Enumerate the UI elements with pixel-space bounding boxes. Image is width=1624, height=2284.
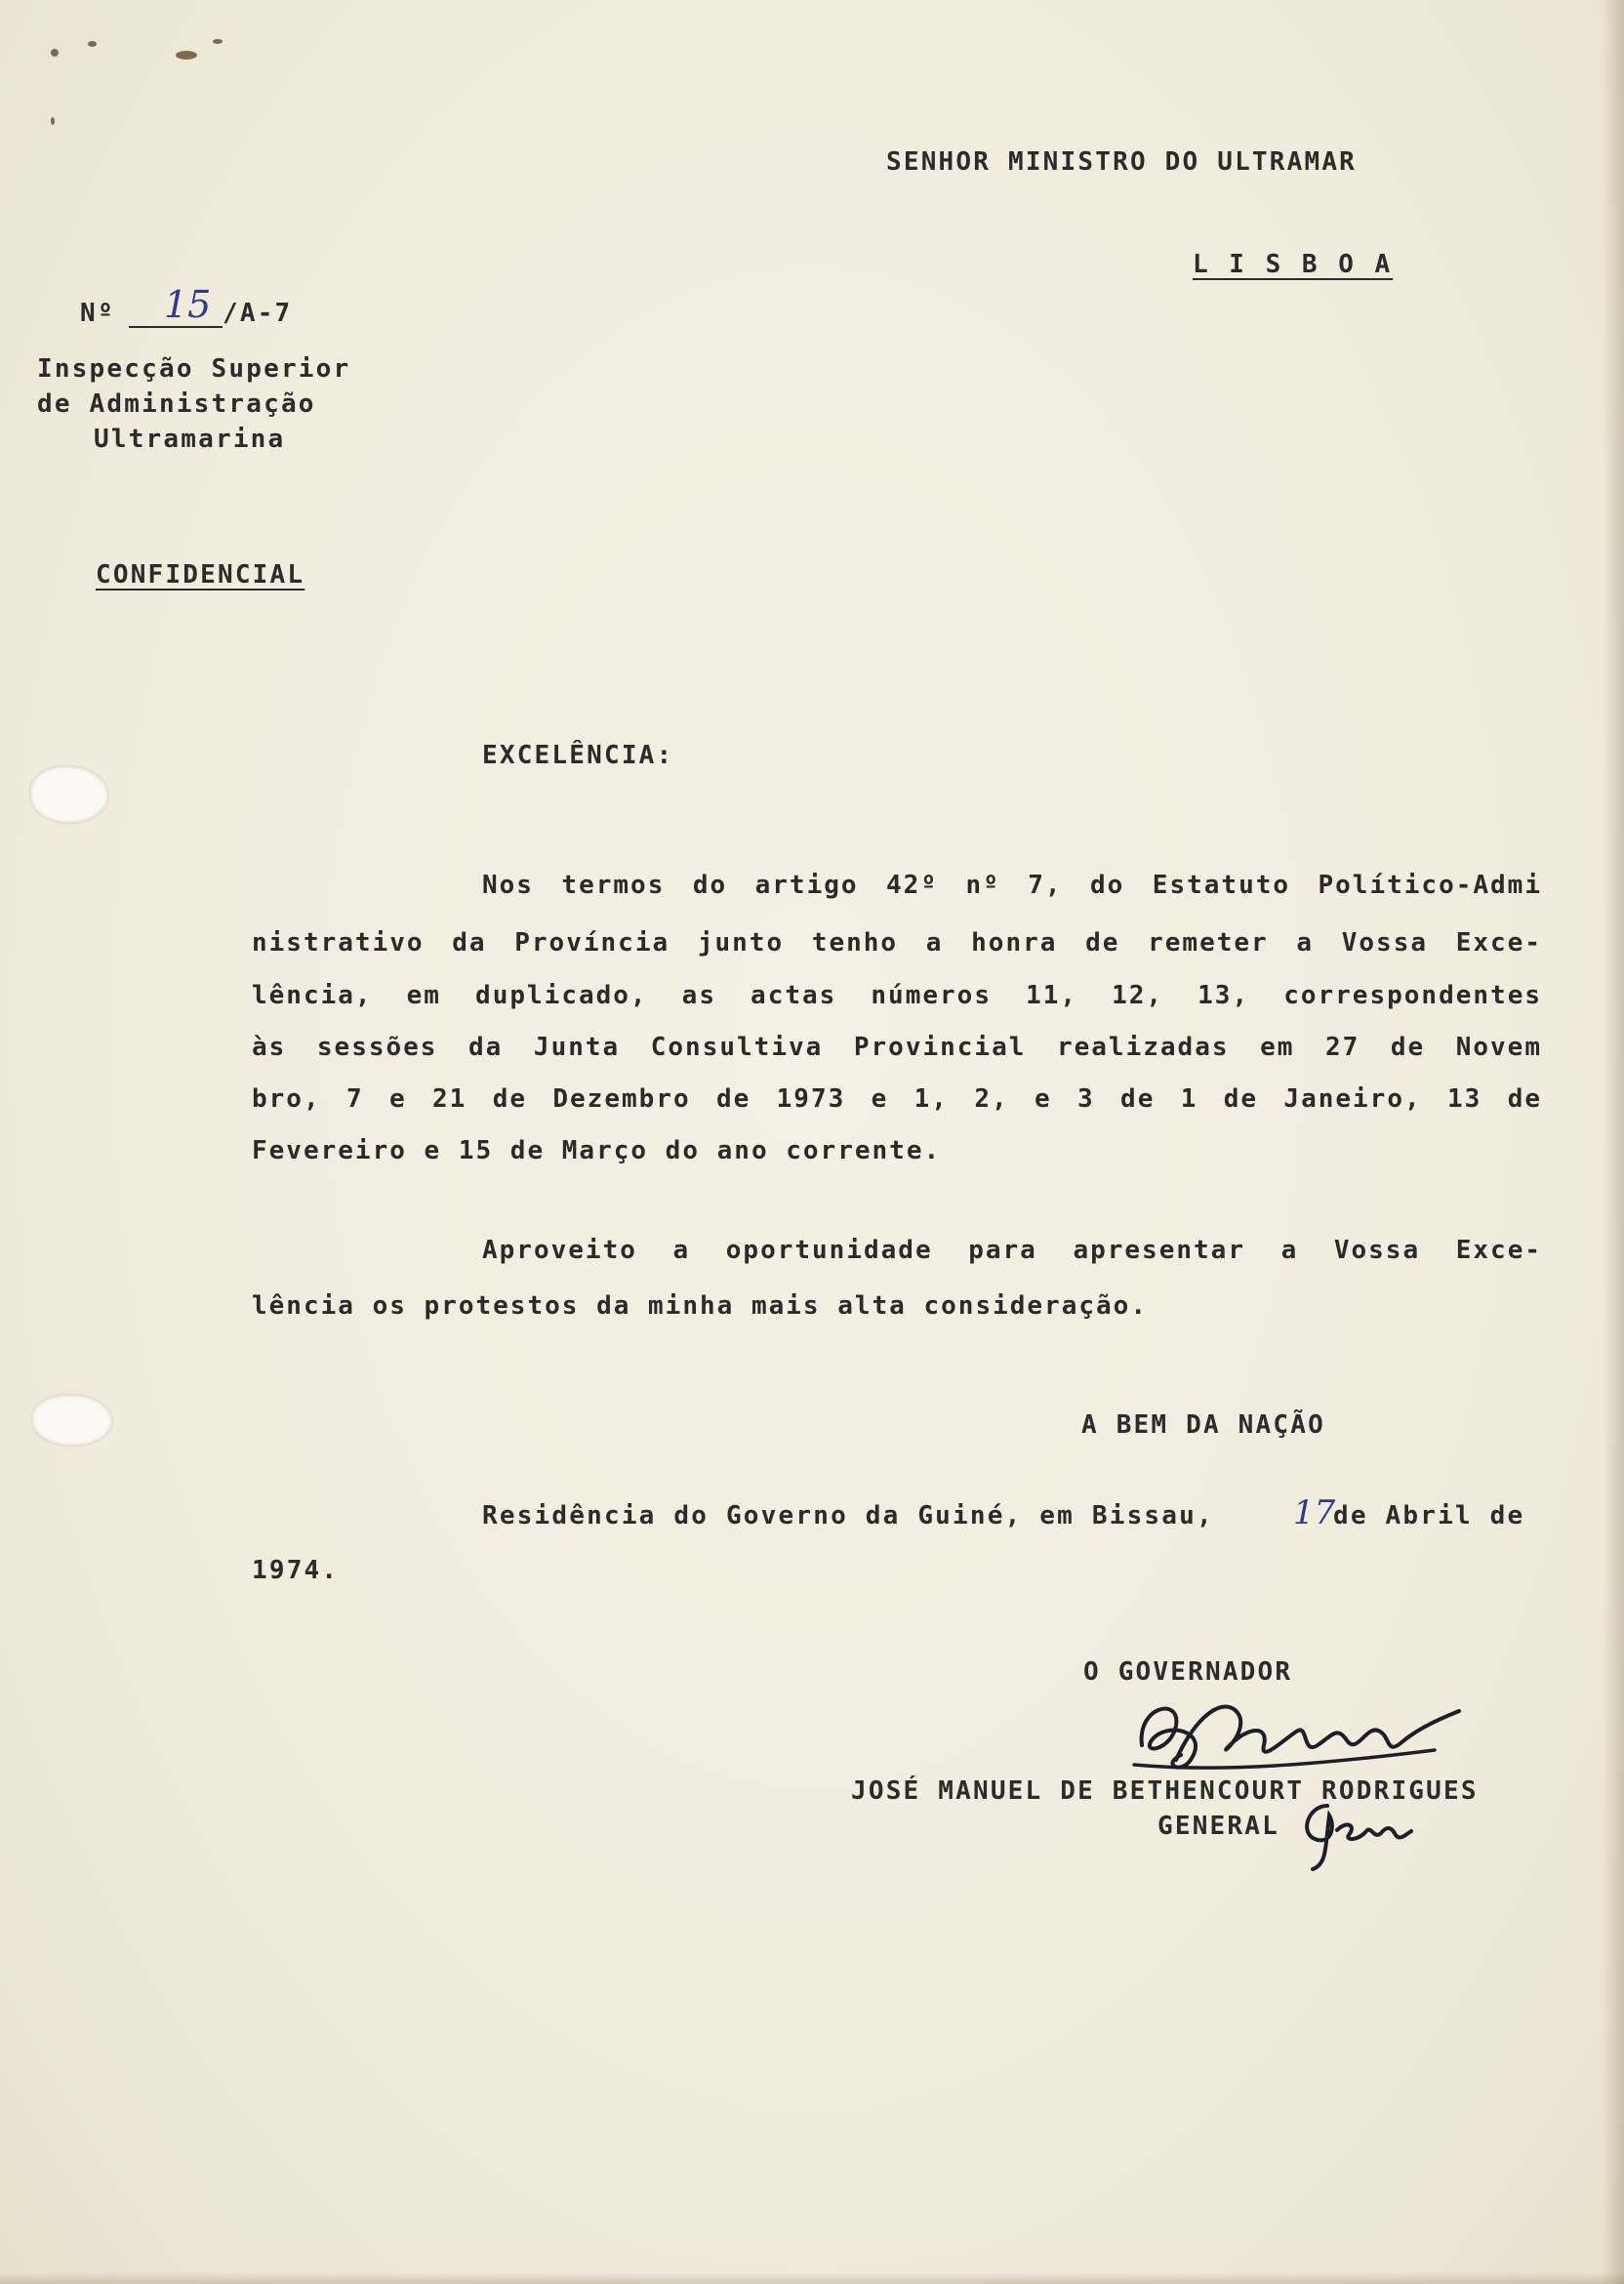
handwritten-rank-initials xyxy=(1288,1786,1415,1874)
reference-blank-line xyxy=(129,326,223,328)
paper-edge-shadow xyxy=(1603,0,1624,2284)
date-year: 1974. xyxy=(252,1556,340,1585)
paper-stain xyxy=(213,39,223,44)
date-day-handwritten: 17 xyxy=(1293,1493,1336,1532)
body-line: nistrativo da Província junto tenho a honra de remeter a Vossa Exce- xyxy=(252,928,1542,958)
place-date-start: Residência do Governo da Guiné, em Bissau, xyxy=(482,1501,1214,1530)
reference-prefix: Nº xyxy=(80,299,115,328)
salutation: EXCELÊNCIA: xyxy=(482,741,674,770)
rank-initials-scribble xyxy=(1288,1786,1415,1874)
body-line: lência os protestos da minha mais alta consideração. xyxy=(252,1291,1148,1321)
body-line: às sessões da Junta Consultiva Provincial realizadas em 27 de Novem xyxy=(252,1033,1542,1062)
paper-stain xyxy=(88,41,97,47)
place-date-end: de Abril de xyxy=(1333,1501,1525,1530)
reference-suffix: /A-7 xyxy=(223,299,293,328)
paper-stain xyxy=(51,117,55,125)
body-line: Nos termos do artigo 42º nº 7, do Estatuto Político-Admi xyxy=(482,871,1542,900)
paper-stain xyxy=(176,51,197,60)
signatory-name: JOSÉ MANUEL DE BETHENCOURT RODRIGUES xyxy=(851,1776,1479,1806)
body-line: Fevereiro e 15 de Março do ano corrente. xyxy=(252,1136,942,1165)
body-line: lência, em duplicado, as actas números 11, 12, 13, correspondentes xyxy=(252,981,1542,1010)
paper-stain xyxy=(51,49,59,57)
addressee-city: L I S B O A xyxy=(1193,250,1394,279)
body-line: Aproveito a oportunidade para apresentar a Vossa Exce- xyxy=(482,1236,1542,1265)
classification-label: CONFIDENCIAL xyxy=(96,560,305,590)
punch-hole-bottom xyxy=(31,1394,113,1447)
body-line: bro, 7 e 21 de Dezembro de 1973 e 1, 2, e 3 de 1 de Janeiro, 13 de xyxy=(252,1084,1542,1114)
signatory-rank: GENERAL xyxy=(1157,1812,1279,1841)
closing-formula: A BEM DA NAÇÃO xyxy=(1081,1410,1325,1440)
reference-number-handwritten: 15 xyxy=(164,283,212,326)
signatory-title: O GOVERNADOR xyxy=(1083,1657,1293,1687)
department-line-3: Ultramarina xyxy=(94,425,286,454)
addressee-title: SENHOR MINISTRO DO ULTRAMAR xyxy=(886,147,1358,177)
department-line-2: de Administração xyxy=(37,389,316,419)
paper-bottom-shadow xyxy=(0,2272,1624,2284)
department-line-1: Inspecção Superior xyxy=(37,354,351,384)
punch-hole-top xyxy=(29,765,109,824)
